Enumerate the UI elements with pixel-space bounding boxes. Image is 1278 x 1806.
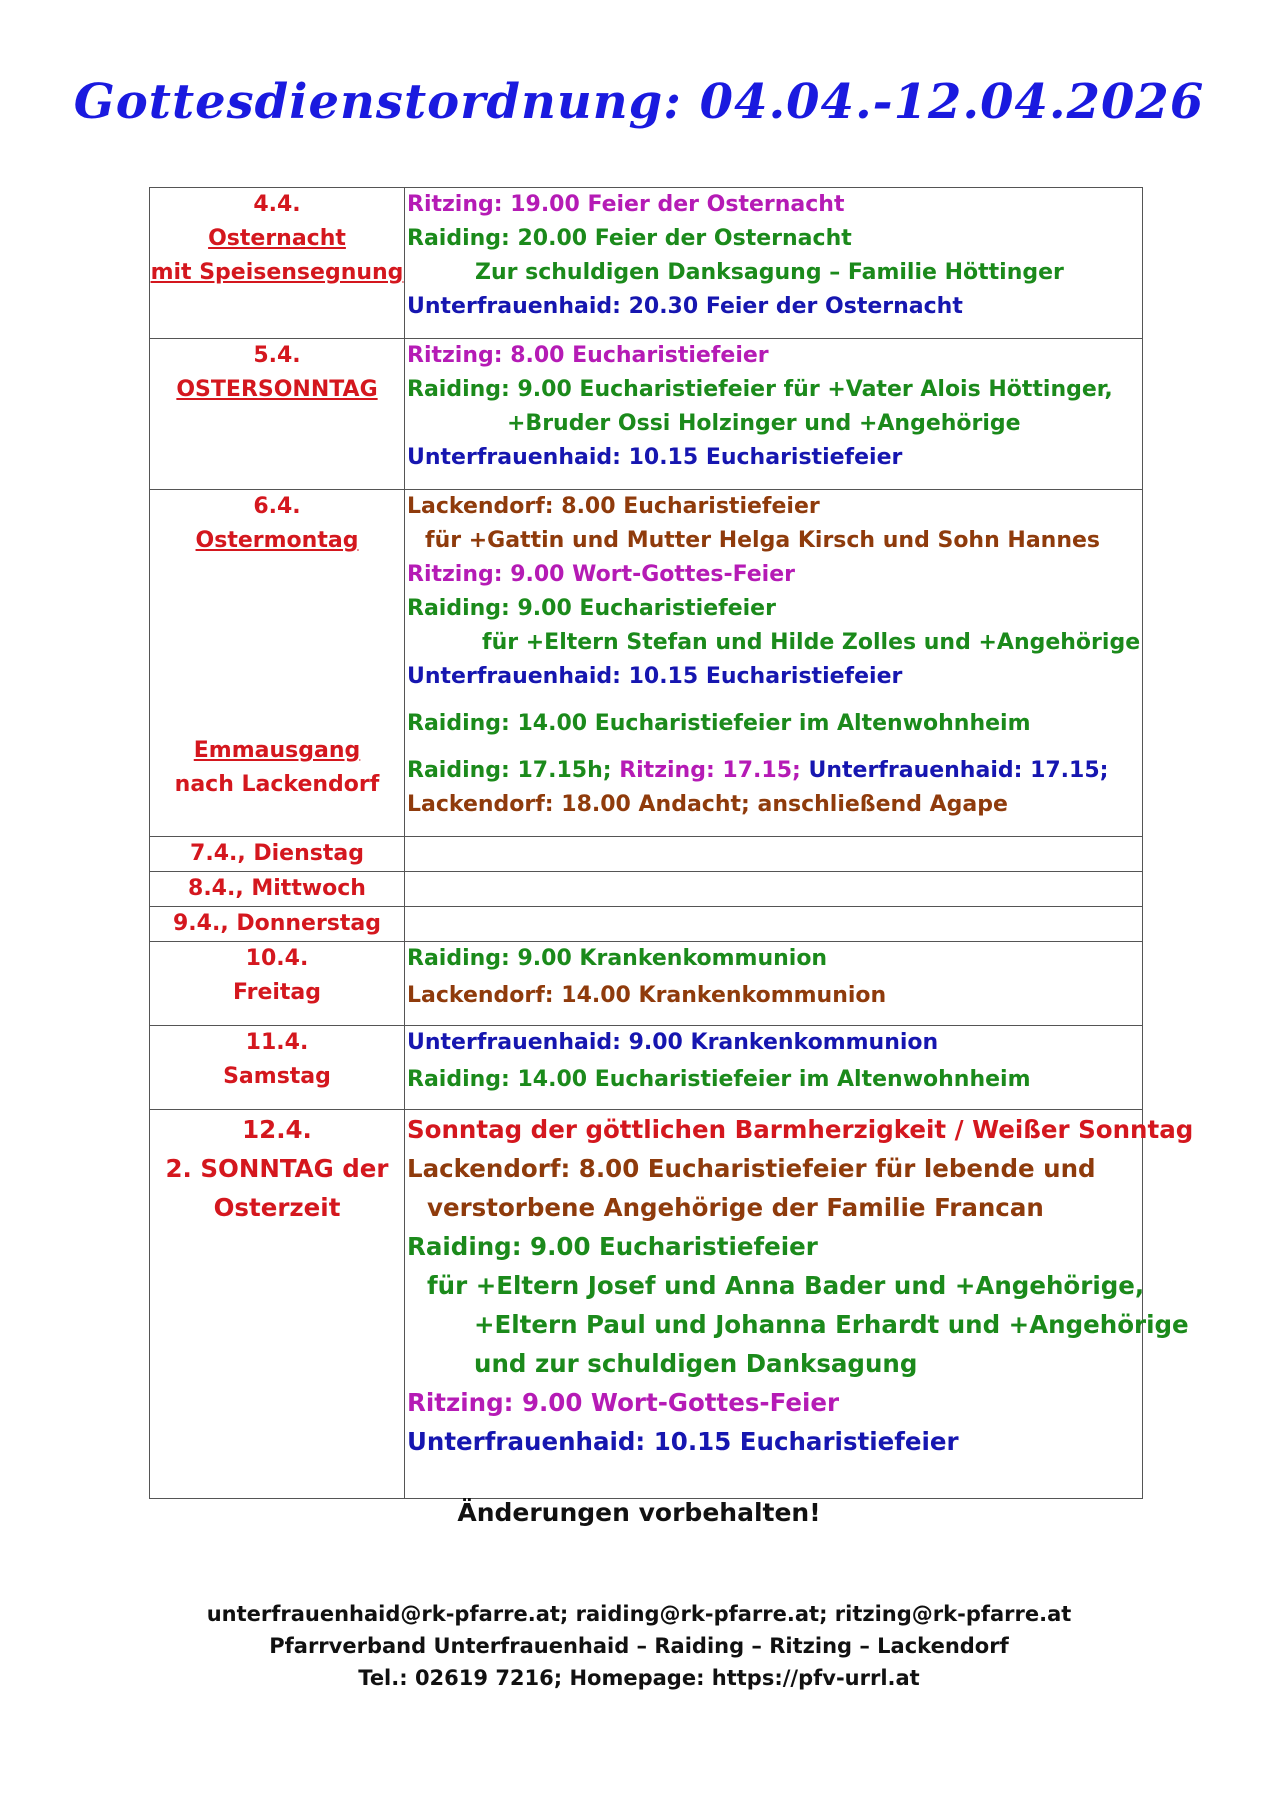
event-line: Unterfrauenhaid: 9.00 Krankenkommunion — [407, 1030, 939, 1055]
event-line: verstorbene Angehörige der Familie Francan — [427, 1193, 1044, 1222]
events-cell — [405, 1110, 1194, 1499]
day-label: nach Lackendorf — [174, 772, 380, 797]
events-cell — [405, 837, 1143, 872]
day-cell — [150, 907, 405, 942]
event-line: Zur schuldigen Danksagung – Familie Höttinger — [475, 260, 1064, 285]
event-line: Ritzing: 9.00 Wort-Gottes-Feier — [407, 562, 795, 587]
table-row — [150, 907, 1143, 942]
events-cell — [405, 907, 1143, 942]
event-line: Lackendorf: 18.00 Andacht; anschließend Agape — [407, 792, 1008, 817]
day-label: 2. SONNTAG der — [165, 1154, 389, 1183]
event-line: Lackendorf: 14.00 Krankenkommunion — [407, 983, 887, 1008]
day-label: Freitag — [232, 980, 322, 1005]
day-label: OSTERSONNTAG — [176, 377, 378, 402]
event-line: Unterfrauenhaid: 10.15 Eucharistiefeier — [407, 445, 903, 470]
day-label: 9.4., Donnerstag — [172, 911, 382, 936]
event-line: für +Eltern Stefan und Hilde Zolles und +Angehörige — [482, 630, 1141, 655]
table-row — [150, 339, 1143, 490]
day-cell — [150, 872, 405, 907]
day-cell — [150, 188, 405, 339]
day-label: Osterzeit — [213, 1193, 341, 1222]
event-line: Lackendorf: 8.00 Eucharistiefeier — [407, 494, 820, 519]
page-title: Gottesdienstordnung: 04.04.-12.04.2026 — [73, 74, 1205, 130]
event-line: Ritzing: 8.00 Eucharistiefeier — [407, 343, 769, 368]
event-line: Ritzing: 9.00 Wort-Gottes-Feier — [407, 1388, 840, 1417]
day-cell — [150, 339, 405, 490]
events-cell — [405, 1026, 1143, 1110]
event-line: Sonntag der göttlichen Barmherzigkeit / Weißer Sonntag — [407, 1115, 1194, 1144]
footer — [0, 1598, 1278, 1694]
day-cell — [150, 1110, 405, 1499]
event-line: Ritzing: 19.00 Feier der Osternacht — [407, 192, 845, 217]
event-line: Raiding: 14.00 Eucharistiefeier im Altenwohnheim — [407, 711, 1031, 736]
day-date: 5.4. — [253, 343, 301, 368]
events-cell — [405, 942, 1143, 1026]
day-label: Emmausgang — [193, 738, 361, 763]
event-line: Raiding: 9.00 Eucharistiefeier für +Vater Alois Höttinger, — [407, 377, 1113, 402]
event-line: +Bruder Ossi Holzinger und +Angehörige — [507, 411, 1021, 436]
day-label: Ostermontag — [195, 528, 359, 553]
schedule-table — [149, 187, 1194, 1499]
event-line: für +Gattin und Mutter Helga Kirsch und Sohn Hannes — [425, 528, 1101, 553]
day-cell — [150, 490, 405, 837]
event-part-ritzing: Ritzing: 17.15; — [619, 758, 801, 783]
table-row — [150, 872, 1143, 907]
event-line: und zur schuldigen Danksagung — [474, 1349, 918, 1378]
event-line: Raiding: 14.00 Eucharistiefeier im Altenwohnheim — [407, 1067, 1031, 1092]
day-date: 12.4. — [242, 1115, 312, 1144]
events-cell — [405, 872, 1143, 907]
day-date: 6.4. — [253, 494, 301, 519]
day-date: 10.4. — [245, 946, 309, 971]
footer-parish-association: Pfarrverband Unterfrauenhaid – Raiding – Ritzing – Lackendorf — [269, 1634, 1009, 1658]
events-cell — [405, 339, 1143, 490]
events-cell — [405, 188, 1143, 339]
event-line: Lackendorf: 8.00 Eucharistiefeier für lebende und — [407, 1154, 1096, 1183]
day-date: 4.4. — [253, 192, 301, 217]
day-label: mit Speisensegnung — [150, 260, 404, 285]
day-cell — [150, 1026, 405, 1110]
events-cell — [405, 490, 1143, 837]
table-row — [150, 490, 1143, 837]
table-row — [150, 837, 1143, 872]
day-label: 7.4., Dienstag — [190, 841, 364, 866]
event-line: Raiding: 9.00 Eucharistiefeier — [407, 1232, 818, 1261]
event-line: +Eltern Paul und Johanna Erhardt und +Angehörige — [474, 1310, 1189, 1339]
event-line: Unterfrauenhaid: 20.30 Feier der Osternacht — [407, 294, 963, 319]
changes-note: Änderungen vorbehalten! — [457, 1498, 821, 1527]
day-cell — [150, 837, 405, 872]
footer-emails: unterfrauenhaid@rk-pfarre.at; raiding@rk-pfarre.at; ritzing@rk-pfarre.at — [206, 1602, 1072, 1626]
day-label: Osternacht — [208, 226, 346, 251]
event-line: für +Eltern Josef und Anna Bader und +Angehörige, — [427, 1271, 1145, 1300]
event-line: Raiding: 9.00 Krankenkommunion — [407, 946, 828, 971]
footer-contact: Tel.: 02619 7216; Homepage: https://pfv-urrl.at — [358, 1666, 920, 1690]
event-line-multi — [407, 754, 1142, 788]
day-cell — [150, 942, 405, 1026]
event-part-raiding: Raiding: 17.15h; — [407, 758, 612, 783]
table-row — [150, 188, 1143, 339]
event-line: Unterfrauenhaid: 10.15 Eucharistiefeier — [407, 1427, 959, 1456]
day-label: Samstag — [223, 1064, 331, 1089]
table-row — [150, 942, 1143, 1026]
event-part-unterfrauenhaid: Unterfrauenhaid: 17.15; — [808, 758, 1109, 783]
event-line: Raiding: 9.00 Eucharistiefeier — [407, 596, 776, 621]
day-date: 11.4. — [245, 1030, 309, 1055]
table-row — [150, 1026, 1143, 1110]
table-row — [150, 1110, 1143, 1499]
day-label: 8.4., Mittwoch — [188, 876, 366, 901]
event-line: Unterfrauenhaid: 10.15 Eucharistiefeier — [407, 664, 903, 689]
event-line: Raiding: 20.00 Feier der Osternacht — [407, 226, 852, 251]
